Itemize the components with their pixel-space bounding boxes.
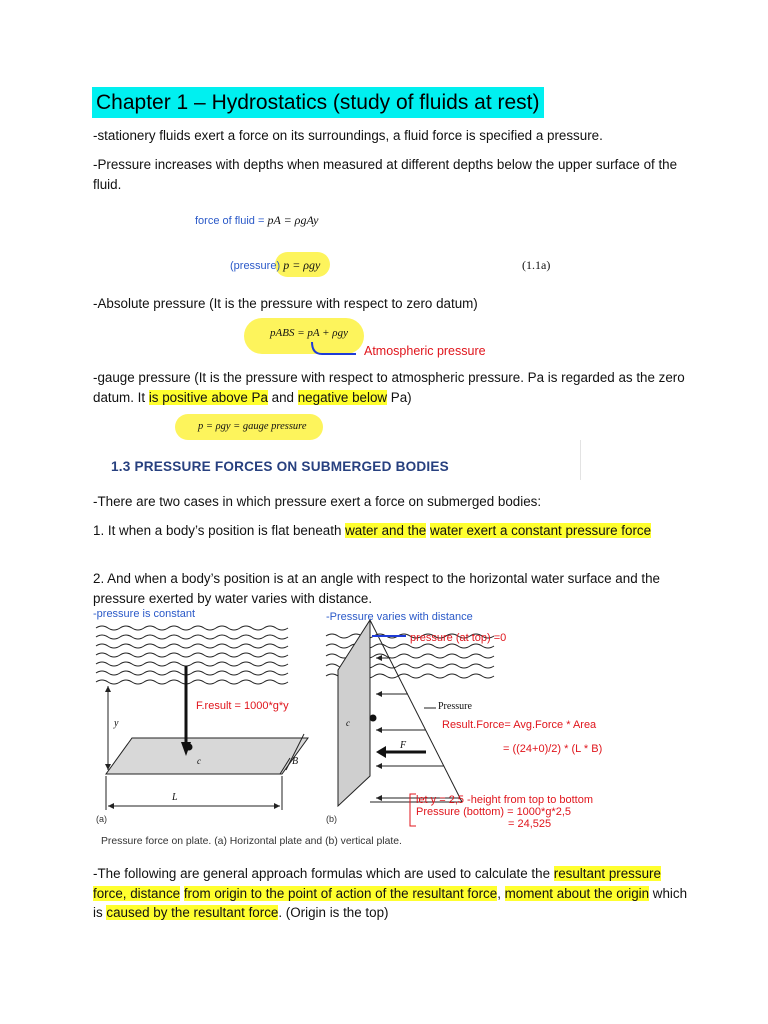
formula-gauge-pressure: p = ρgy = gauge pressure — [198, 421, 307, 432]
label-result-force: Result.Force= Avg.Force * Area — [442, 719, 597, 731]
label-result-calc: = ((24+0)/2) * (L * B) — [503, 743, 603, 755]
paragraph-gauge-pressure — [93, 368, 693, 407]
highlighted-text: moment about the origin — [504, 885, 650, 901]
chapter-title: Chapter 1 – Hydrostatics (study of fluids at rest) — [92, 87, 544, 118]
label-let-y: let y = 2,5 -height from top to bottom — [416, 794, 594, 806]
paragraph-case-one — [93, 521, 693, 541]
paragraph-two-cases: -There are two cases in which pressure exert a force on submerged bodies: — [93, 494, 542, 509]
divider — [580, 440, 581, 480]
paragraph-pressure-depth: -Pressure increases with depths when measured at different depths below the upper surface of the fluid. — [93, 157, 678, 192]
text-run: Pa) — [387, 389, 412, 405]
highlighted-text: negative below — [297, 389, 388, 405]
label-pressure-constant: -pressure is constant — [93, 608, 196, 620]
paragraph-general-approach — [93, 864, 693, 923]
section-heading: 1.3 PRESSURE FORCES ON SUBMERGED BODIES — [111, 459, 449, 474]
label-L: L — [172, 792, 178, 803]
formula-label: force of fluid = — [195, 215, 268, 227]
text-run: -gauge pressure (It is the pressure with respect to atmospheric pressure. Pa is regarded as the zero datum. It — [93, 370, 685, 405]
figure-caption: Pressure force on plate. (a) Horizontal plate and (b) vertical plate. — [101, 836, 402, 847]
highlighted-text: resultant pressure force, distance — [93, 866, 661, 901]
annotation-atmospheric-pressure: Atmospheric pressure — [364, 344, 486, 358]
label-pressure: Pressure — [438, 701, 472, 712]
formula-absolute-pressure: pABS = pA + ρgy — [270, 327, 348, 339]
label-figure-a: (a) — [96, 814, 107, 824]
text-run: -The following are general approach formulas which are used to calculate the — [93, 866, 554, 881]
highlighted-text: water and the — [345, 523, 427, 538]
label-figure-b: (b) — [326, 814, 337, 824]
label-y: y — [114, 718, 119, 729]
text-run: , — [497, 885, 505, 901]
equation-number: (1.1a) — [522, 258, 551, 272]
formula-label: (pressure) — [230, 260, 284, 272]
figure-pressure-on-plate — [90, 606, 690, 836]
highlighted-text: from origin to the point of action of the resultant force — [183, 885, 498, 901]
label-B: B — [292, 756, 299, 767]
label-c-right: c — [346, 718, 350, 728]
label-result-value: = 24,525 — [508, 818, 552, 830]
label-pressure-bottom: Pressure (bottom) = 1000*g*2,5 — [416, 806, 572, 818]
label-F: F — [400, 740, 407, 751]
paragraph-stationary-fluids: -stationery fluids exert a force on its surroundings, a fluid force is specified a pressure. — [93, 128, 603, 143]
label-pressure-top: pressure (at top) =0 — [410, 632, 507, 644]
label-force-result: F.result = 1000*g*y — [196, 700, 289, 712]
text-run: . (Origin is the top) — [278, 905, 389, 920]
text-run: 1. It when a body’s position is flat beneath — [93, 523, 346, 538]
label-c-left: c — [197, 756, 201, 766]
highlighted-text: water exert a constant pressure force — [430, 523, 652, 538]
highlighted-text: is positive above Pa — [148, 389, 268, 405]
formula-expression: pA = ρgAy — [267, 213, 319, 227]
formula-expression: p = ρgy — [283, 258, 321, 272]
formula-pressure — [230, 258, 320, 273]
text-run: which is — [93, 885, 688, 920]
text-run: and — [267, 389, 298, 405]
label-pressure-varies: -Pressure varies with distance — [326, 611, 473, 623]
annotation-bracket — [300, 340, 370, 360]
highlighted-text: caused by the resultant force — [106, 905, 279, 920]
paragraph-absolute-pressure: -Absolute pressure (It is the pressure with respect to zero datum) — [93, 296, 478, 311]
formula-force-of-fluid — [195, 213, 318, 228]
paragraph-case-two: 2. And when a body’s position is at an angle with respect to the horizontal water surface and the pressure exerted by water varies with distance. — [93, 571, 660, 606]
